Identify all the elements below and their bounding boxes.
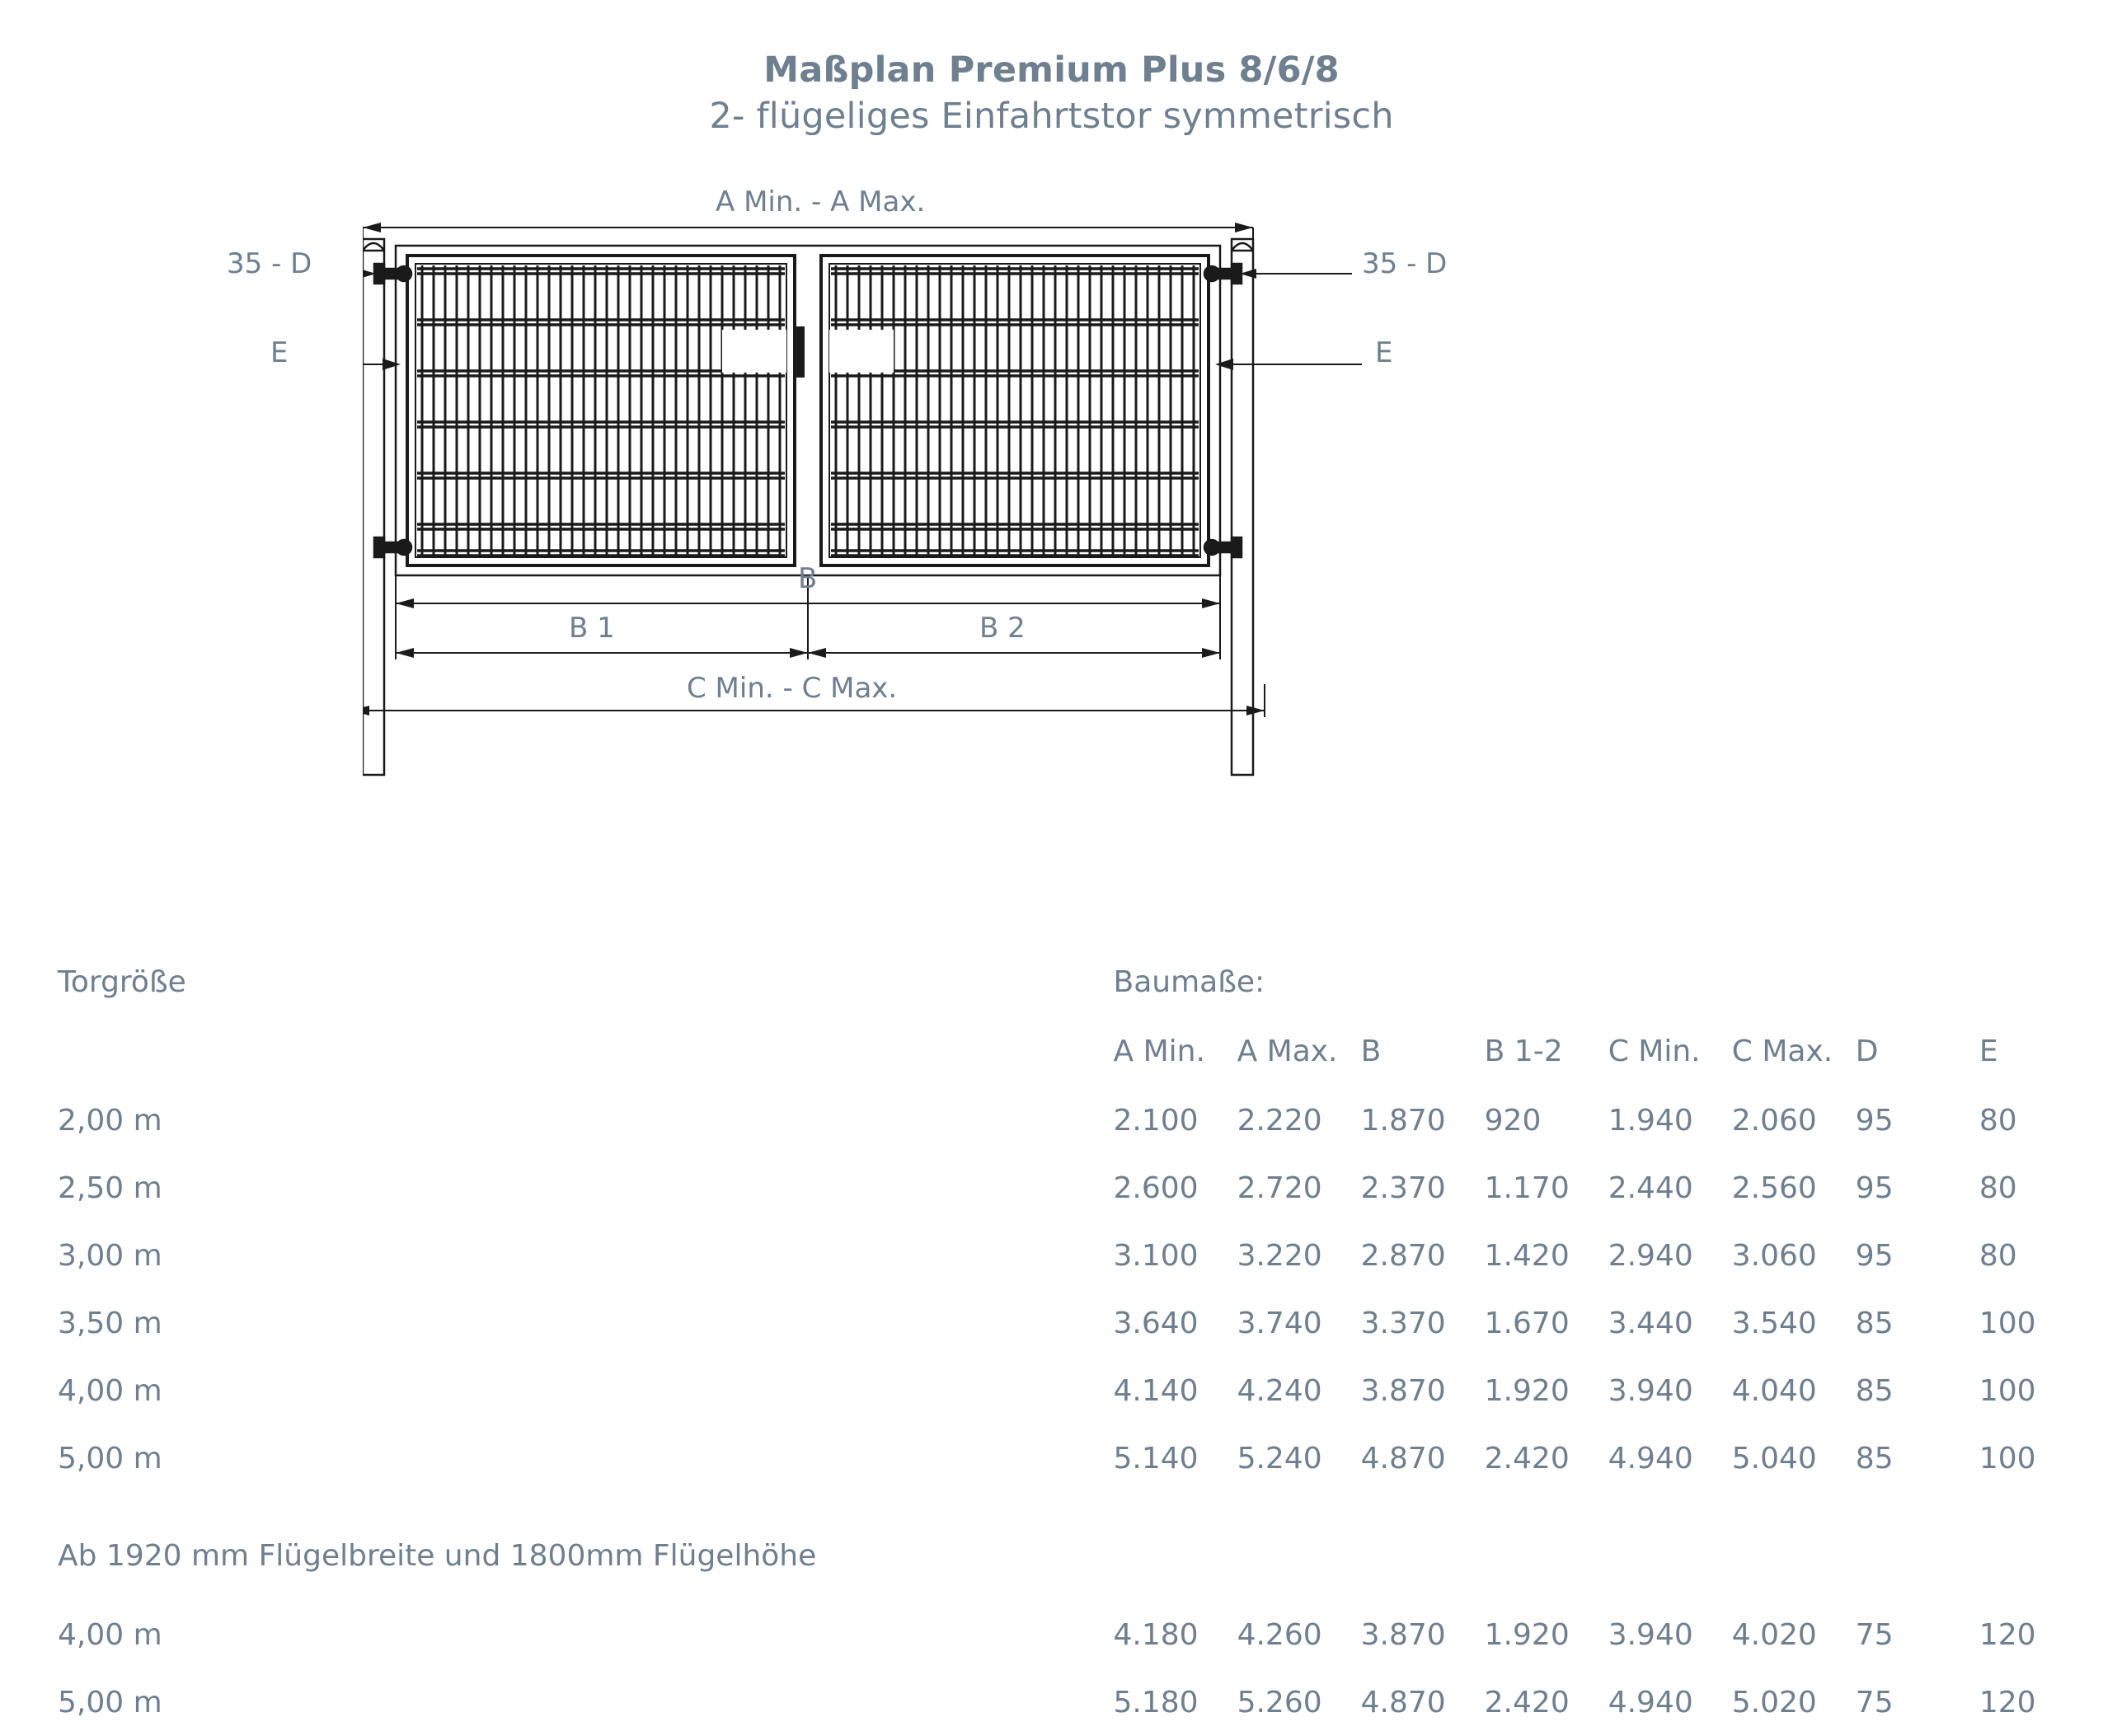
col-header-e: E [1979,1034,1998,1068]
cell-e: 80 [1979,1171,2017,1205]
cell-e: 100 [1979,1441,2036,1476]
cell-a-max: 5.240 [1237,1441,1322,1476]
cell-size: 4,00 m [58,1373,162,1408]
cell-a-max: 2.220 [1237,1103,1322,1138]
cell-d: 95 [1855,1103,1894,1138]
col-header-c-min: C Min. [1608,1034,1701,1068]
cell-b12: 920 [1484,1103,1542,1138]
cell-size: 3,00 m [58,1238,162,1273]
cell-b: 2.370 [1360,1171,1446,1205]
cell-e: 100 [1979,1306,2036,1340]
cell-d: 95 [1855,1238,1894,1273]
cell-c-min: 2.440 [1608,1171,1693,1205]
cell-c-max: 2.560 [1731,1171,1817,1205]
cell-c-max: 2.060 [1731,1103,1817,1138]
col-header-b12: B 1-2 [1484,1034,1563,1068]
cell-d: 85 [1855,1306,1894,1340]
cell-a-max: 3.220 [1237,1238,1322,1273]
cell-a-min: 2.600 [1113,1171,1199,1205]
post-left [363,239,384,775]
col-header-a-max: A Max. [1237,1034,1338,1068]
cell-a-max: 5.260 [1237,1685,1322,1720]
cell-c-max: 5.020 [1731,1685,1817,1720]
label-b: B [798,562,818,595]
cell-e: 80 [1979,1238,2017,1273]
gate-leaf-right [821,256,1209,565]
cell-b12: 1.920 [1484,1373,1570,1408]
cell-size: 5,00 m [58,1441,162,1476]
cell-c-max: 3.060 [1731,1238,1817,1273]
cell-size: 4,00 m [58,1617,162,1652]
cell-a-min: 2.100 [1113,1103,1199,1138]
cell-c-max: 3.540 [1731,1306,1817,1340]
cell-b12: 1.170 [1484,1171,1570,1205]
table-row [0,1357,2103,1424]
cell-e: 100 [1979,1373,2036,1408]
cell-c-min: 3.440 [1608,1306,1693,1340]
cell-c-min: 1.940 [1608,1103,1693,1138]
col-header-a-min: A Min. [1113,1034,1205,1068]
cell-a-min: 5.180 [1113,1685,1199,1720]
header-baumasse: Baumaße: [1113,964,1265,999]
cell-e: 80 [1979,1103,2017,1138]
table-row [0,1154,2103,1222]
cell-e: 120 [1979,1617,2036,1652]
latch-cutout-left [722,330,786,373]
label-d-left: 35 - D [227,247,312,280]
cell-c-min: 2.940 [1608,1238,1693,1273]
cell-b12: 2.420 [1484,1441,1570,1476]
table-row [0,1289,2103,1357]
specs-table [0,948,2103,1736]
post-right [1232,239,1253,775]
cell-a-min: 3.100 [1113,1238,1199,1273]
center-latch [795,326,805,378]
table-note: Ab 1920 mm Flügelbreite und 1800mm Flügelhöhe [58,1538,817,1573]
cell-c-max: 4.020 [1731,1617,1817,1652]
col-header-b: B [1360,1034,1382,1068]
gate-technical-drawing [227,185,1748,956]
cell-b: 4.870 [1360,1441,1446,1476]
latch-cutout-right [829,330,894,373]
table-head-row [0,948,2103,1016]
cell-a-max: 3.740 [1237,1306,1322,1340]
cell-b: 3.370 [1360,1306,1446,1340]
header-torgroesse: Torgröße [58,964,186,999]
cell-c-min: 3.940 [1608,1617,1693,1652]
cell-size: 2,00 m [58,1103,162,1138]
cell-d: 75 [1855,1685,1894,1720]
cell-b: 4.870 [1360,1685,1446,1720]
cell-a-max: 4.240 [1237,1373,1322,1408]
title-line-1: Maßplan Premium Plus 8/6/8 [763,49,1340,91]
cell-size: 2,50 m [58,1171,162,1205]
label-e-left: E [270,336,289,369]
cell-b: 1.870 [1360,1103,1446,1138]
label-b1: B 1 [569,612,615,645]
cell-d: 85 [1855,1441,1894,1476]
cell-a-min: 3.640 [1113,1306,1199,1340]
cell-a-max: 2.720 [1237,1171,1322,1205]
hinge-bottom-left [374,537,411,557]
cell-b12: 1.670 [1484,1306,1570,1340]
cell-size: 5,00 m [58,1685,162,1720]
table-subhead-row [0,1016,2103,1086]
cell-c-min: 4.940 [1608,1685,1693,1720]
cell-b12: 1.420 [1484,1238,1570,1273]
col-header-c-max: C Max. [1731,1034,1833,1068]
col-header-d: D [1855,1034,1879,1068]
gate-leaf-left [407,256,795,565]
table-row [0,1222,2103,1289]
dimension-d-right [1240,269,1352,279]
cell-c-max: 4.040 [1731,1373,1817,1408]
cell-b12: 2.420 [1484,1685,1570,1720]
col-header-blank [0,1016,1114,1086]
cell-d: 85 [1855,1373,1894,1408]
label-c-span: C Min. - C Max. [687,672,898,705]
cell-a-min: 4.180 [1113,1617,1199,1652]
title-line-2: 2- flügeliges Einfahrtstor symmetrisch [709,95,1394,137]
dimension-a [363,223,1253,246]
table-row [0,1601,2103,1668]
label-d-right: 35 - D [1362,247,1448,280]
cell-c-min: 3.940 [1608,1373,1693,1408]
specs-table-area [0,948,2103,1736]
cell-b: 3.870 [1360,1617,1446,1652]
hinge-top-left [374,264,411,284]
cell-b: 2.870 [1360,1238,1446,1273]
cell-d: 75 [1855,1617,1894,1652]
table-row [0,1424,2103,1492]
cell-a-max: 4.260 [1237,1617,1322,1652]
hinge-top-right [1204,264,1242,284]
cell-e: 120 [1979,1685,2036,1720]
cell-size: 3,50 m [58,1306,162,1340]
cell-c-min: 4.940 [1608,1441,1693,1476]
table-row [0,1668,2103,1736]
cell-b: 3.870 [1360,1373,1446,1408]
label-a-span: A Min. - A Max. [716,185,926,218]
table-note-row [0,1492,2103,1601]
cell-c-max: 5.040 [1731,1441,1817,1476]
label-b2: B 2 [979,612,1026,645]
label-e-right: E [1375,336,1393,369]
cell-a-min: 5.140 [1113,1441,1199,1476]
gate-drawing-svg [363,223,1748,956]
hinge-bottom-right [1204,537,1242,557]
table-row [0,1086,2103,1154]
cell-a-min: 4.140 [1113,1373,1199,1408]
cell-b12: 1.920 [1484,1617,1570,1652]
page-title [0,48,2103,140]
cell-d: 95 [1855,1171,1894,1205]
